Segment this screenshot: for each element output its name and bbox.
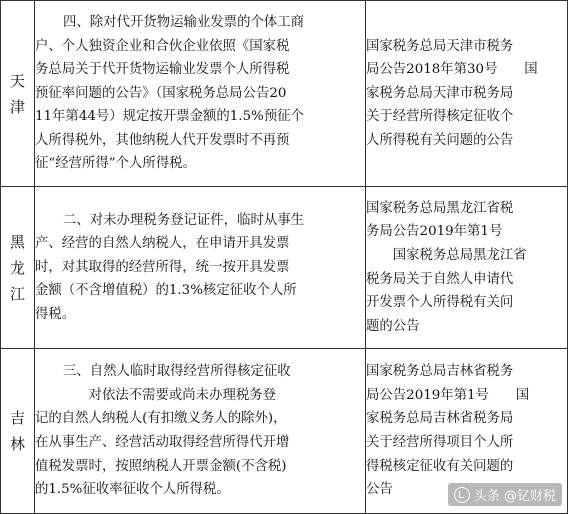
- policy-line: 值税发票时，按照纳税人开票金额(不含税): [35, 458, 287, 474]
- policy-line: 在从事生产、经营活动取得经营所得代开增: [35, 435, 290, 450]
- policy-line: 对依法不需要或尚未办理税务登: [35, 387, 277, 403]
- policy-line: 务总局关于代开货物运输业发票个人所得税: [35, 62, 290, 78]
- policy-line: 二、对未办理税务登记证件，临时从事生: [63, 212, 305, 228]
- source-line: 关于经营所得核定征收个: [366, 109, 514, 125]
- source-line: 公告: [366, 482, 393, 498]
- policy-line: 户、个人独资企业和合伙企业依照《国家税: [35, 38, 290, 54]
- source-cell: [366, 187, 568, 349]
- policy-line: 征“经营所得”个人所得税。: [35, 156, 196, 172]
- region-char: 津: [9, 97, 25, 116]
- policy-line: 预征率问题的公告》（国家税务总局公告20: [35, 85, 287, 101]
- source-line: 局公告2018年第30号 国: [366, 62, 538, 78]
- region-char: 龙: [9, 258, 25, 277]
- source-line: 税务局关于自然人申请代: [366, 271, 514, 287]
- policy-cell: [35, 349, 366, 514]
- policy-line: 三、自然人临时取得经营所得核定征收: [63, 364, 291, 380]
- source-line: 题的公告: [366, 318, 420, 334]
- region-cell: [1, 187, 35, 349]
- source-line: 务局公告2019年第1号: [366, 224, 503, 240]
- policy-cell: [35, 1, 366, 187]
- source-line: 得税核定征收有关问题的: [366, 458, 514, 474]
- source-line: 国家税务总局黑龙江省税: [366, 200, 514, 216]
- region-char: 天: [9, 71, 25, 90]
- source-line: 局公告2019年第1号 国: [366, 387, 530, 403]
- policy-line: 四、除对代开货物运输业发票的个体工商: [63, 14, 305, 30]
- policy-line: 的1.5%征收率征收个人所得税。: [35, 482, 230, 498]
- region-char: 黑: [9, 232, 25, 251]
- region-char: 江: [9, 284, 25, 303]
- region-char: 林: [9, 435, 25, 453]
- toutiao-logo-icon: [454, 487, 470, 503]
- policy-line: 时，对其取得的经营所得，统一按开具发票: [35, 259, 290, 275]
- source-line: 人所得税有关问题的公告: [366, 132, 514, 148]
- policy-line: 人所得税外，其他纳税人代开发票时不再预: [35, 132, 290, 148]
- region-cell: [1, 1, 35, 187]
- policy-line: 11年第44号）规定按开票金额的1.5%预征个: [35, 109, 304, 125]
- policy-line: 记的自然人纳税人(有扣缴义务人的除外)，: [35, 411, 287, 427]
- watermark-text: 头条 @钇财税: [473, 489, 556, 504]
- policy-line: 金额（不含增值税）的1.3%核定征收个人所: [35, 283, 297, 299]
- source-line: 国家税务总局吉林省税务: [366, 364, 514, 380]
- policy-line: 得税。: [35, 306, 76, 322]
- policy-cell: [35, 187, 366, 349]
- region-cell: [1, 349, 35, 514]
- policy-line: 产、经营的自然人纳税人，在申请开具发票: [35, 236, 290, 252]
- source-line: 开发票个人所得税有关问: [366, 295, 514, 311]
- table-row-tianjin: [1, 1, 568, 187]
- region-char: 吉: [9, 409, 25, 427]
- source-line: 国家税务总局黑龙江省: [366, 247, 527, 263]
- source-cell: [366, 1, 568, 187]
- source-line: 家税务总局天津市税务局: [366, 85, 514, 101]
- watermark: [448, 483, 562, 506]
- source-line: 关于经营所得项目个人所: [366, 435, 514, 450]
- source-line: 国家税务总局天津市税务: [366, 38, 514, 54]
- source-line: 家税务总局吉林省税务局: [366, 411, 514, 427]
- table-row-heilongjiang: [1, 187, 568, 349]
